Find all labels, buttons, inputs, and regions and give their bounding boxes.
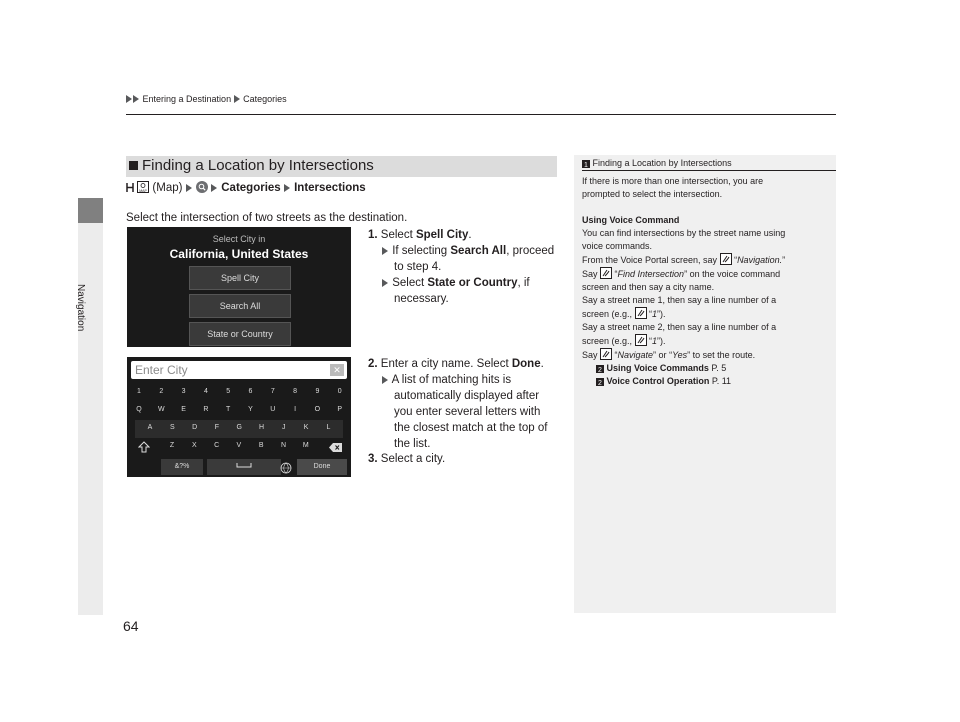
arrow-icon [284,184,290,192]
language-icon [280,462,292,474]
intro-text: Select the intersection of two streets as the destination. [126,212,408,224]
key-row-zxcv [127,442,351,458]
spell-city-button[interactable]: Spell City [189,266,291,290]
arrow-icon [382,247,388,255]
svg-text:MAP: MAP [139,189,147,193]
step-1b: Select State or Country, if necessary. [382,275,530,307]
keyboard-key[interactable]: 7 [270,388,275,395]
note-body: If there is more than one intersection, you are prompted to select the intersection. Using Voice Command You can find intersections by the street name using voice commands. From the Voice Portal screen, say “Navigation.” Say “Find Intersection” on the voice command screen and then say a city name. Say a street name 1, then say a line number of a screen (e.g., “1”). Say a street name 2, then say a line number of a screen (e.g., “1”). Say “Navigate” or “Yes” to set the route. 2 Using Voice Commands P. 5 2 Voice Control Operation P. 11 [582,175,832,388]
state-or-country-button[interactable]: State or Country [189,322,291,346]
breadcrumb-item[interactable]: Entering a Destination [142,94,232,104]
city-input-placeholder: Enter City [135,363,188,377]
symbols-key[interactable]: &?% [161,459,203,475]
keyboard-key[interactable]: 5 [226,388,231,395]
talk-icon [635,307,647,319]
breadcrumb-item[interactable]: Categories [243,94,287,104]
language-key[interactable] [280,461,292,479]
keyboard-key[interactable]: D [192,424,198,431]
keyboard-key[interactable]: H [258,424,265,431]
svg-text:2: 2 [598,367,602,373]
step-2: 2. Enter a city name. Select Done. [368,358,544,370]
space-icon [236,462,252,468]
note-subtitle: Using Voice Command [582,215,680,225]
keyboard-key[interactable]: C [214,442,220,449]
keyboard-key[interactable]: M [302,442,309,449]
arrow-icon [186,184,192,192]
talk-icon [635,334,647,346]
keyboard-key[interactable]: Z [169,442,175,449]
keyboard-key[interactable]: 9 [315,388,320,395]
reference-link[interactable]: 2 Voice Control Operation P. 11 [582,375,832,388]
reference-icon [596,365,604,373]
search-icon [196,181,208,193]
keyboard-key[interactable]: B [258,442,264,449]
step-1a: If selecting Search All, proceed to step 4. [382,243,554,275]
talk-icon [600,348,612,360]
breadcrumb [126,94,287,104]
keyboard-key[interactable]: I [294,406,297,413]
keyboard-key[interactable]: R [203,406,209,413]
step-3: 3. Select a city. [368,453,446,465]
page-number: 64 [123,618,139,634]
shift-icon[interactable] [138,441,150,453]
map-label: (Map) [152,182,183,194]
keyboard-key[interactable]: 2 [159,388,164,395]
keyboard-key[interactable]: K [303,424,309,431]
clear-icon[interactable]: ✕ [330,364,344,376]
keyboard-key[interactable]: S [169,424,175,431]
reference-icon [596,378,604,386]
backspace-icon[interactable] [329,443,342,452]
arrow-icon [382,279,388,287]
keyboard-key[interactable]: 0 [337,388,342,395]
keyboard-key[interactable]: N [280,442,287,449]
note-heading-text: Finding a Location by Intersections [592,158,732,168]
keyboard-key[interactable]: O [314,406,321,413]
keyboard-key[interactable]: T [226,406,231,413]
keyboard-key[interactable]: A [147,424,153,431]
breadcrumb-arrow-icon [126,95,132,103]
enter-city-screen [127,357,351,477]
keyboard-key[interactable]: 6 [248,388,253,395]
svg-text:1: 1 [584,162,588,168]
keyboard-key[interactable]: L [326,424,331,431]
keyboard-key[interactable]: X [191,442,197,449]
section-title-text: Finding a Location by Intersections [142,157,374,174]
select-city-screen [127,227,351,347]
key-row-numbers [127,388,351,404]
section-title [129,157,374,174]
map-icon [137,181,149,193]
key-row-asdf [127,424,351,440]
note-heading [582,157,732,170]
keyboard-key[interactable]: Y [248,406,253,413]
step-2a: A list of matching hits is automatically displayed after you enter several letters with the closest match at the top of the list. [382,372,547,452]
menu-path [126,180,366,196]
chapter-label-text: Navigation [75,284,86,332]
note-rule [582,170,836,171]
header-rule [126,114,836,115]
space-key[interactable] [207,459,281,475]
arrow-icon [211,184,217,192]
keyboard-key[interactable]: U [270,406,276,413]
breadcrumb-arrow-icon [133,95,139,103]
talk-icon [600,267,612,279]
home-icon [126,182,134,193]
keyboard-key[interactable]: 3 [181,388,186,395]
keyboard-key[interactable]: 1 [137,388,141,395]
keyboard-key[interactable]: P [337,406,343,413]
talk-icon [720,253,732,265]
done-button[interactable]: Done [297,459,347,475]
chapter-tab-marker [78,198,103,223]
note-number-icon [582,160,590,168]
square-bullet-icon [129,161,138,170]
categories-label: Categories [221,182,281,194]
keyboard-key[interactable]: 4 [203,388,208,395]
svg-text:2: 2 [598,380,602,386]
step-1: 1. Select Spell City. [368,229,472,241]
keyboard-key[interactable]: G [236,424,242,431]
keyboard-key[interactable]: Q [136,406,142,413]
chapter-label [75,226,100,332]
keyboard-key[interactable]: J [282,424,286,431]
keyboard-key[interactable]: F [214,424,220,431]
reference-link[interactable]: 2 Using Voice Commands P. 5 [582,362,832,375]
screen-heading: Select City in [212,234,266,244]
intersections-label: Intersections [294,182,366,194]
city-input[interactable] [131,361,347,379]
keyboard-key[interactable]: E [181,406,186,413]
search-all-button[interactable]: Search All [189,294,291,318]
keyboard-key[interactable]: V [236,442,242,449]
keyboard-key[interactable]: W [157,406,165,413]
screen-region: California, United States [169,247,309,261]
breadcrumb-arrow-icon [234,95,240,103]
arrow-icon [382,376,388,384]
keyboard-key[interactable]: 8 [293,388,298,395]
